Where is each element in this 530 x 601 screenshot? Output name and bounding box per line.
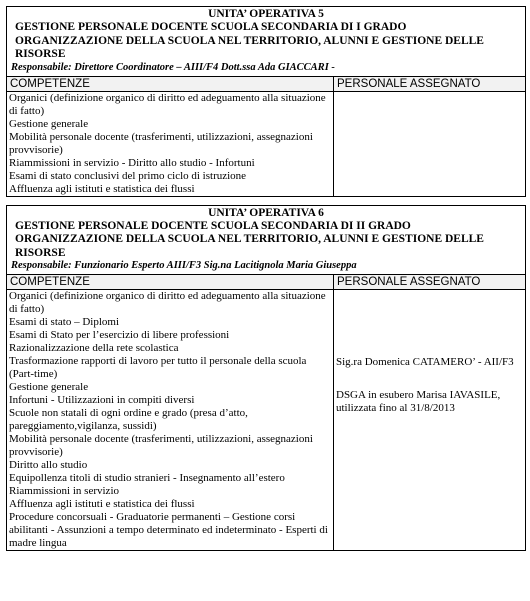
unit-6-responsible: Responsabile: Funzionario Esperto AIII/F3 Sig.na Lacitignola Maria Giuseppa — [11, 260, 357, 271]
unit-5-personale-cell — [334, 91, 526, 196]
unit-6-col-competenze: COMPETENZE — [7, 275, 334, 290]
document — [6, 6, 526, 551]
unit-6-personale-cell — [334, 290, 526, 551]
competenza-item: Procedure concorsuali - Graduatorie permanenti – Gestione corsi abilitanti - Assunzioni a tempo determinato ed indeterminato - Esperti di madre lingua — [9, 511, 328, 549]
personale-item: DSGA in esubero Marisa IAVASILE, utilizzata fino al 31/8/2013 — [336, 389, 501, 414]
competenza-item: Gestione generale — [9, 117, 89, 130]
competenza-item: Organici (definizione organico di diritto ed adeguamento alla situazione di fatto) — [9, 91, 326, 117]
unit-6-title: UNITA’ OPERATIVA 6 — [208, 206, 324, 219]
unit-6-block — [6, 205, 526, 552]
competenza-item: Riammissioni in servizio - Diritto allo studio - Infortuni — [9, 156, 255, 169]
unit-5-responsible: Responsabile: Direttore Coordinatore – AIII/F4 Dott.ssa Ada GIACCARI - — [11, 61, 335, 73]
unit-6-header — [7, 206, 525, 276]
unit-5-line-1: GESTIONE PERSONALE DOCENTE SCUOLA SECONDARIA DI I GRADO — [15, 21, 407, 33]
competenza-item: Organici (definizione organico di diritto ed adeguamento alla situazione di fatto) — [9, 290, 326, 315]
unit-6-line-1: GESTIONE PERSONALE DOCENTE SCUOLA SECONDARIA DI II GRADO — [15, 219, 411, 232]
unit-5-line-2: ORGANIZZAZIONE DELLA SCUOLA NEL TERRITORIO, ALUNNI E GESTIONE DELLE RISORSE — [15, 34, 484, 60]
competenza-item: Scuole non statali di ogni ordine e grado (presa d’atto, pareggiamento,vigilanza, sussidi) — [9, 407, 248, 432]
unit-5-block — [6, 6, 526, 197]
personale-item: Sig.ra Domenica CATAMERO’ - AII/F3 — [336, 356, 514, 368]
unit-6-col-personale: PERSONALE ASSEGNATO — [334, 275, 526, 290]
competenza-item: Mobilità personale docente (trasferimenti, utilizzazioni, assegnazioni provvisorie) — [9, 130, 313, 156]
competenza-item: Esami di Stato per l’esercizio di libere professioni — [9, 329, 230, 341]
unit-5-col-personale: PERSONALE ASSEGNATO — [334, 77, 526, 92]
competenza-item: Affluenza agli istituti e statistica dei flussi — [9, 182, 195, 195]
unit-5-col-competenze: COMPETENZE — [7, 77, 334, 92]
competenza-item: Infortuni - Utilizzazioni in compiti diversi — [9, 394, 195, 406]
competenza-item: Esami di stato conclusivi del primo ciclo di istruzione — [9, 169, 247, 182]
unit-6-table — [7, 275, 525, 550]
competenza-item: Esami di stato – Diplomi — [9, 316, 119, 328]
unit-6-line-2: ORGANIZZAZIONE DELLA SCUOLA NEL TERRITORIO, ALUNNI E GESTIONE DELLE RISORSE — [15, 233, 484, 259]
competenza-item: Razionalizzazione della rete scolastica — [9, 342, 179, 354]
unit-5-title: UNITA’ OPERATIVA 5 — [208, 8, 324, 20]
unit-5-table — [7, 77, 525, 196]
competenza-item: Affluenza agli istituti e statistica dei flussi — [9, 498, 195, 510]
competenza-item: Diritto allo studio — [9, 459, 88, 471]
unit-6-competenze-cell — [7, 290, 334, 551]
competenza-item: Mobilità personale docente (trasferimenti, utilizzazioni, assegnazioni provvisorie) — [9, 433, 313, 458]
competenza-item: Equipollenza titoli di studio stranieri - Insegnamento all’estero — [9, 472, 285, 484]
competenza-item: Riammissioni in servizio — [9, 485, 119, 497]
competenza-item: Trasformazione rapporti di lavoro per tutto il personale della scuola (Part-time) — [9, 355, 307, 380]
unit-5-header — [7, 7, 525, 77]
unit-5-competenze-cell — [7, 91, 334, 196]
competenza-item: Gestione generale — [9, 381, 89, 393]
